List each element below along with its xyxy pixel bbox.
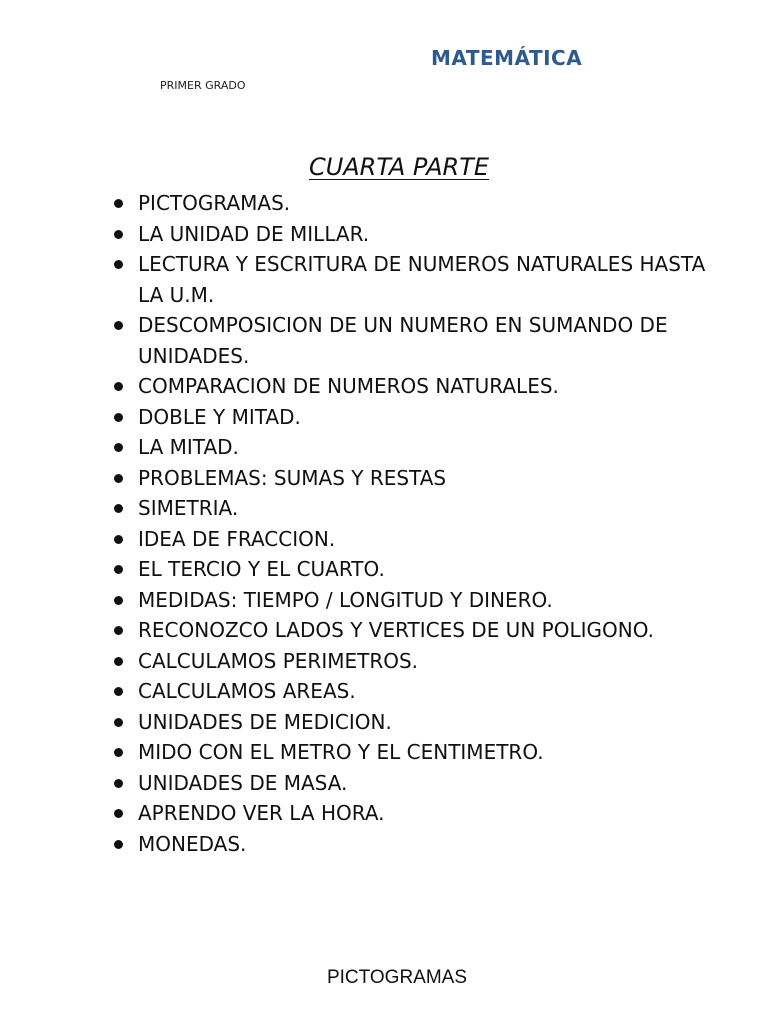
list-item-text: RECONOZCO LADOS Y VERTICES DE UN POLIGONO. (138, 618, 654, 642)
list-item-text: MEDIDAS: TIEMPO / LONGITUD Y DINERO. (138, 587, 553, 612)
section-title: CUARTA PARTE (308, 153, 490, 181)
bullet-icon (114, 443, 123, 452)
footer-heading: PICTOGRAMAS (326, 967, 468, 988)
list-item (110, 615, 710, 646)
bullet-icon (114, 657, 123, 666)
list-item (110, 371, 710, 402)
list-item (110, 676, 710, 707)
list-item-text: PICTOGRAMAS. (138, 191, 291, 215)
list-item (110, 707, 710, 738)
list-item-text: LA UNIDAD DE MILLAR. (138, 221, 370, 246)
list-item (110, 554, 710, 585)
list-item (110, 310, 710, 371)
bullet-icon (114, 260, 123, 269)
topic-list (110, 188, 710, 859)
list-item (110, 493, 710, 524)
list-item-text: PROBLEMAS: SUMAS Y RESTAS (138, 465, 447, 490)
list-item-text: UNIDADES DE MEDICION. (138, 709, 392, 734)
bullet-icon (114, 596, 123, 605)
bullet-icon (114, 809, 123, 818)
list-item-text: CALCULAMOS AREAS. (138, 679, 356, 703)
list-item (110, 737, 710, 768)
bullet-icon (114, 474, 123, 483)
bullet-icon (114, 779, 123, 788)
list-item-text: DOBLE Y MITAD. (138, 404, 301, 429)
list-item-text: APRENDO VER LA HORA. (138, 801, 385, 825)
list-item (110, 829, 710, 860)
list-item (110, 249, 710, 310)
bullet-icon (114, 321, 123, 330)
bullet-icon (114, 504, 123, 513)
bullet-icon (114, 565, 123, 574)
grade-label: PRIMER GRADO (160, 79, 246, 92)
list-item (110, 188, 710, 219)
list-item (110, 798, 710, 829)
list-item (110, 768, 710, 799)
list-item (110, 646, 710, 677)
list-item (110, 432, 710, 463)
bullet-icon (114, 382, 123, 391)
list-item-text: LECTURA Y ESCRITURA DE NUMEROS NATURALES HASTA LA U.M. (138, 252, 706, 307)
bullet-icon (114, 230, 123, 239)
list-item-text: EL TERCIO Y EL CUARTO. (138, 557, 385, 581)
list-item-text: CALCULAMOS PERIMETROS. (138, 648, 419, 673)
bullet-icon (114, 718, 123, 727)
list-item-text: IDEA DE FRACCION. (138, 526, 336, 551)
list-item-text: SIMETRIA. (138, 496, 239, 520)
list-item-text: COMPARACION DE NUMEROS NATURALES. (138, 374, 559, 398)
bullet-icon (114, 535, 123, 544)
bullet-icon (114, 840, 123, 849)
list-item-text: DESCOMPOSICION DE UN NUMERO EN SUMANDO DE UNIDADES. (138, 313, 668, 368)
list-item (110, 585, 710, 616)
bullet-icon (114, 687, 123, 696)
list-item (110, 463, 710, 494)
bullet-icon (114, 199, 123, 208)
list-item (110, 219, 710, 250)
list-item (110, 402, 710, 433)
bullet-icon (114, 626, 123, 635)
list-item-text: UNIDADES DE MASA. (138, 770, 348, 795)
list-item-text: LA MITAD. (138, 435, 239, 459)
subject-title: MATEMÁTICA (431, 46, 583, 70)
list-item (110, 524, 710, 555)
list-item-text: MONEDAS. (138, 831, 247, 856)
bullet-icon (114, 748, 123, 757)
list-item-text: MIDO CON EL METRO Y EL CENTIMETRO. (138, 740, 544, 764)
bullet-icon (114, 413, 123, 422)
